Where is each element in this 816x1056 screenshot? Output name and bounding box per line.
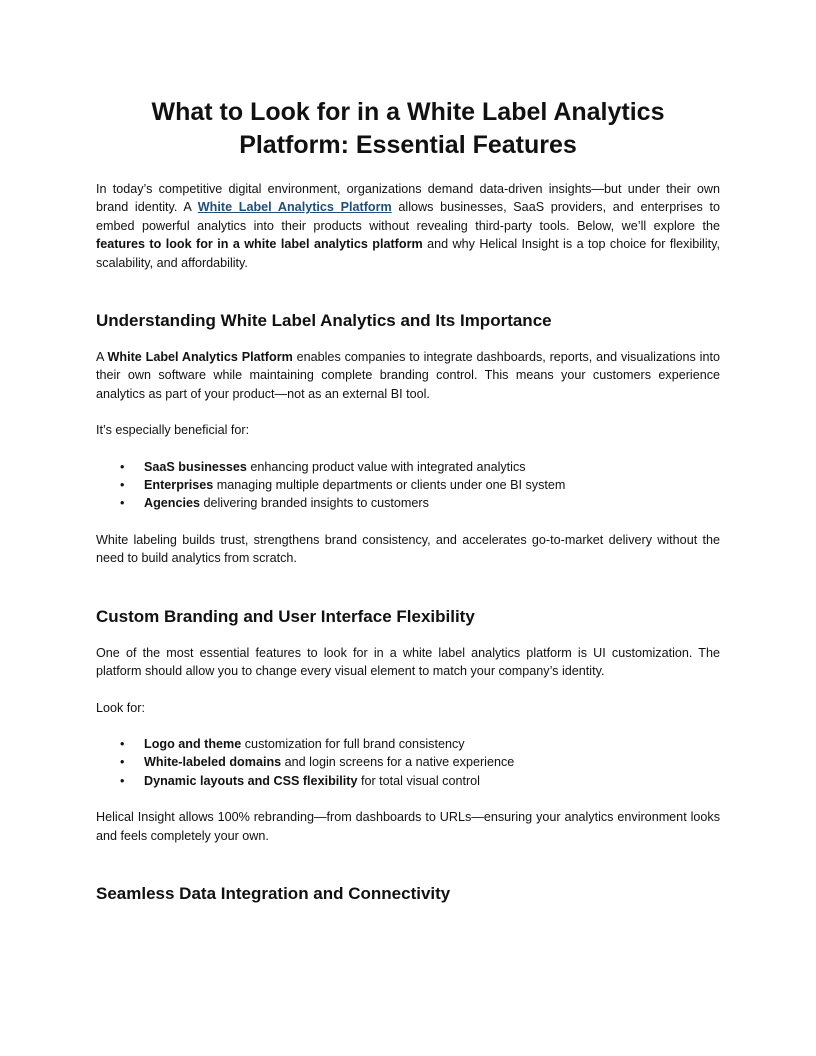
section1-p1-post: enables companies to integrate dashboards, reports, and visualizations into their own software while maintaining complete branding control. This means your customers experience analytics as part of your product—not as an external BI tool. [96, 350, 720, 401]
section1-paragraph-3: White labeling builds trust, strengthens brand consistency, and accelerates go-to-market delivery without the need to build analytics from scratch. [96, 532, 720, 566]
list-item [120, 476, 720, 494]
document-page [96, 96, 720, 905]
list-item-text: for total visual control [357, 773, 480, 788]
list-item [120, 494, 720, 512]
list-item-text: and login screens for a native experience [281, 755, 515, 770]
intro-text-2: allows businesses, SaaS providers, and enterprises to embed powerful analytics into their products without revealing third-party tools. Below, we’ll explore the [96, 200, 721, 233]
section-heading-custom-branding: Custom Branding and User Interface Flexibility [96, 606, 475, 626]
bullet-icon: • [120, 736, 125, 751]
list-item-text: enhancing product value with integrated analytics [246, 459, 526, 474]
intro-bold-text: features to look for in a white label analytics platform [96, 237, 423, 252]
section1-paragraph-1 [96, 348, 720, 403]
white-label-analytics-platform-link[interactable]: White Label Analytics Platform [197, 200, 392, 215]
intro-text-3: and why Helical Insight is a top choice for flexibility, scalability, and affordability. [96, 237, 720, 270]
section1-p1-bold: White Label Analytics Platform [107, 350, 293, 365]
bullet-icon: • [120, 755, 125, 770]
list-item [120, 772, 720, 790]
intro-text-1: In today’s competitive digital environment, organizations demand data-driven insights—but under their own brand identity. A [96, 182, 720, 215]
section1-p1-pre: A [96, 350, 108, 365]
list-item-bold: Enterprises [144, 478, 214, 493]
intro-paragraph [96, 180, 720, 272]
bullet-icon: • [120, 496, 125, 511]
list-item-bold: White-labeled domains [144, 755, 282, 770]
list-item-bold: Agencies [144, 496, 200, 511]
list-item-bold: Logo and theme [144, 736, 242, 751]
section2-paragraph-1: One of the most essential features to look for in a white label analytics platform is UI customization. The platform should allow you to change every visual element to match your company’s identity. [96, 645, 720, 679]
bullet-icon: • [120, 459, 125, 474]
document-title: What to Look for in a White Label Analytics Platform: Essential Features [151, 98, 665, 159]
list-item-text: delivering branded insights to customers [200, 496, 429, 511]
list-item [120, 753, 720, 771]
list-item-text: managing multiple departments or clients under one BI system [213, 478, 566, 493]
section1-bullet-list [96, 458, 720, 513]
list-item-bold: SaaS businesses [144, 459, 247, 474]
section2-paragraph-3: Helical Insight allows 100% rebranding—from dashboards to URLs—ensuring your analytics environment looks and feels completely your own. [96, 810, 720, 843]
list-item-text: customization for full brand consistency [241, 736, 465, 751]
list-item [120, 735, 720, 753]
list-item [120, 458, 720, 476]
bullet-icon: • [120, 478, 125, 493]
list-item-bold: Dynamic layouts and CSS flexibility [144, 773, 358, 788]
section2-paragraph-2: Look for: [96, 700, 146, 715]
section-heading-understanding: Understanding White Label Analytics and Its Importance [96, 311, 552, 331]
section-heading-data-integration: Seamless Data Integration and Connectivity [96, 883, 451, 903]
section1-paragraph-2: It’s especially beneficial for: [96, 423, 250, 438]
section2-bullet-list [96, 735, 720, 790]
bullet-icon: • [120, 773, 125, 788]
